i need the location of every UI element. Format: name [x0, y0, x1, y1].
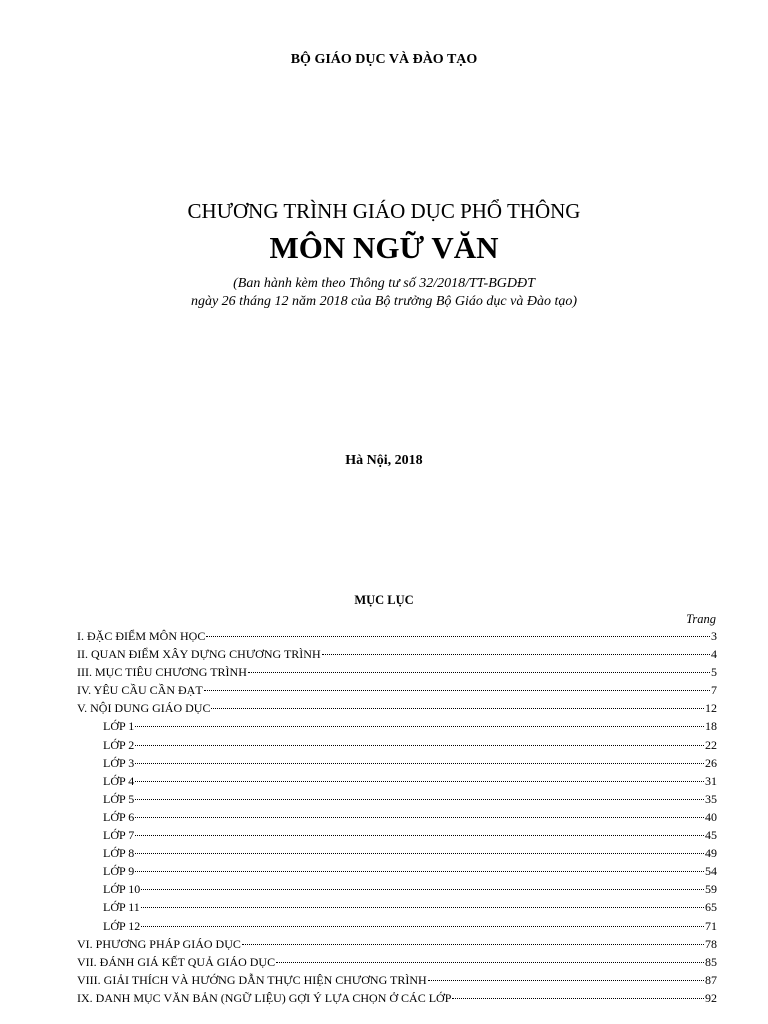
toc-leader-dots [135, 817, 704, 818]
toc-entry-label: VI. PHƯƠNG PHÁP GIÁO DỤC [77, 936, 241, 951]
toc-entry-label: IV. YÊU CẦU CẦN ĐẠT [77, 683, 203, 698]
toc-entry[interactable] [77, 810, 717, 828]
toc-entry[interactable] [77, 792, 717, 810]
toc-leader-dots [135, 726, 704, 727]
toc-leader-dots [452, 998, 704, 999]
toc-entry-label: LỚP 9 [103, 864, 135, 879]
toc-leader-dots [276, 962, 704, 963]
toc-entry-page: 12 [705, 701, 717, 716]
toc-leader-dots [211, 708, 704, 709]
toc-leader-dots [135, 871, 704, 872]
toc-entry-label: LỚP 2 [103, 737, 135, 752]
toc-entry-page: 3 [711, 629, 717, 643]
toc-leader-dots [204, 690, 710, 691]
toc-heading: MỤC LỤC [354, 593, 414, 607]
toc-entry[interactable] [77, 647, 717, 665]
toc-entry-label: LỚP 5 [103, 791, 135, 806]
toc-leader-dots [135, 781, 704, 782]
toc-entry-page: 35 [705, 791, 717, 806]
toc-leader-dots [322, 654, 710, 655]
toc-entry-label: LỚP 1 [103, 719, 135, 734]
place-and-year: Hà Nội, 2018 [345, 453, 423, 468]
toc-entry-label: LỚP 4 [103, 773, 135, 788]
toc-leader-dots [428, 980, 704, 981]
toc-entry-label: LỚP 12 [103, 918, 141, 933]
toc-entry-label: LỚP 7 [103, 828, 135, 843]
toc-entry[interactable] [77, 973, 717, 991]
toc-entry-page: 54 [705, 864, 717, 879]
toc-entry-label: LỚP 8 [103, 846, 135, 861]
toc-entry[interactable] [77, 919, 717, 937]
toc-entry[interactable] [77, 629, 717, 647]
toc-entry-page: 59 [705, 882, 717, 897]
toc-leader-dots [135, 835, 704, 836]
toc-entry-page: 5 [711, 665, 717, 680]
toc-entry-page: 31 [705, 773, 717, 788]
toc-entry[interactable] [77, 774, 717, 792]
issuance-note-line-1: (Ban hành kèm theo Thông tư số 32/2018/TT-BGDĐT [233, 276, 535, 291]
toc-entry-label: LỚP 11 [103, 900, 140, 915]
toc-leader-dots [248, 672, 710, 673]
toc-entry[interactable] [77, 846, 717, 864]
toc-entry-label: V. NỘI DUNG GIÁO DỤC [77, 701, 211, 716]
toc-entry-label: I. ĐẶC ĐIỂM MÔN HỌC [77, 629, 206, 643]
toc-entry-page: 45 [705, 828, 717, 843]
toc-entry-page: 87 [705, 972, 717, 987]
toc-entry-page: 26 [705, 755, 717, 770]
toc-leader-dots [242, 944, 704, 945]
toc-leader-dots [135, 763, 704, 764]
toc-entry[interactable] [77, 756, 717, 774]
toc-entry[interactable] [77, 738, 717, 756]
toc-entry-page: 71 [705, 918, 717, 933]
program-title: CHƯƠNG TRÌNH GIÁO DỤC PHỔ THÔNG [187, 199, 581, 223]
toc-leader-dots [135, 799, 704, 800]
toc-entry-page: 18 [705, 719, 717, 734]
toc-entry[interactable] [77, 864, 717, 882]
toc-leader-dots [141, 889, 704, 890]
toc-entry-label: LỚP 10 [103, 882, 141, 897]
toc-entry[interactable] [77, 900, 717, 918]
toc-entry-label: VII. ĐÁNH GIÁ KẾT QUẢ GIÁO DỤC [77, 954, 276, 969]
subject-title: MÔN NGỮ VĂN [269, 230, 499, 265]
toc-leader-dots [141, 907, 704, 908]
toc-entry-label: LỚP 6 [103, 809, 135, 824]
toc-entry[interactable] [77, 955, 717, 973]
toc-entry-label: VIII. GIẢI THÍCH VÀ HƯỚNG DẪN THỰC HIỆN CHƯƠNG TRÌNH [77, 972, 427, 987]
toc-entry[interactable] [77, 882, 717, 900]
toc-entry[interactable] [77, 991, 717, 1009]
toc-entry-page: 92 [705, 990, 717, 1005]
toc-entry-page: 7 [711, 683, 717, 698]
toc-entry-page: 85 [705, 954, 717, 969]
toc-entry[interactable] [77, 665, 717, 683]
toc-entry-label: III. MỤC TIÊU CHƯƠNG TRÌNH [77, 665, 247, 680]
toc-entry-page: 78 [705, 936, 717, 951]
toc-entry[interactable] [77, 937, 717, 955]
toc-entry-page: 40 [705, 809, 717, 824]
toc-leader-dots [135, 745, 704, 746]
toc-leader-dots [141, 926, 704, 927]
issuance-note-line-2: ngày 26 tháng 12 năm 2018 của Bộ trưởng Bộ Giáo dục và Đào tạo) [190, 294, 578, 309]
toc-entry[interactable] [77, 701, 717, 719]
toc-entry[interactable] [77, 683, 717, 701]
toc-entry-label: IX. DANH MỤC VĂN BẢN (NGỮ LIỆU) GỢI Ý LỰA CHỌN Ở CÁC LỚP [77, 990, 452, 1005]
ministry-name: BỘ GIÁO DỤC VÀ ĐÀO TẠO [290, 52, 478, 67]
toc-entry-page: 49 [705, 846, 717, 861]
toc-entry[interactable] [77, 828, 717, 846]
toc-entry[interactable] [77, 719, 717, 737]
toc-entry-label: LỚP 3 [103, 755, 135, 770]
toc-leader-dots [135, 853, 704, 854]
toc-entry-page: 22 [705, 737, 717, 752]
toc-leader-dots [206, 636, 710, 637]
toc-entry-page: 4 [711, 647, 717, 662]
toc-entry-label: II. QUAN ĐIỂM XÂY DỰNG CHƯƠNG TRÌNH [77, 647, 321, 662]
toc-page-column-label: Trang [686, 612, 716, 626]
table-of-contents [77, 629, 717, 1009]
toc-entry-page: 65 [705, 900, 717, 915]
